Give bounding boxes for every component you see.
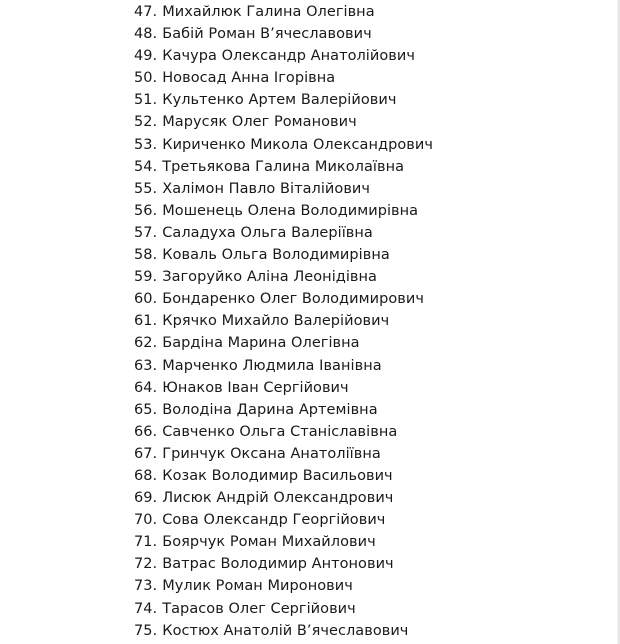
list-item — [134, 487, 433, 509]
item-name: Боярчук Роман Михайлович — [162, 534, 376, 551]
item-number: 50. — [134, 70, 158, 87]
item-number: 72. — [134, 556, 158, 573]
item-number: 59. — [134, 269, 158, 286]
list-item — [134, 244, 433, 266]
list-item — [134, 620, 433, 642]
item-number: 70. — [134, 512, 158, 529]
item-name: Культенко Артем Валерійович — [162, 92, 397, 109]
item-number: 71. — [134, 534, 158, 551]
list-item — [134, 178, 433, 200]
list-item — [134, 421, 433, 443]
item-number: 53. — [134, 136, 158, 153]
item-number: 61. — [134, 313, 158, 330]
list-item — [134, 509, 433, 531]
item-number: 58. — [134, 247, 158, 264]
item-name: Халімон Павло Віталійович — [162, 180, 371, 197]
item-number: 52. — [134, 114, 158, 131]
item-name: Бардіна Марина Олегівна — [162, 335, 360, 352]
item-number: 60. — [134, 291, 158, 308]
list-item — [134, 465, 433, 487]
item-number: 49. — [134, 48, 158, 65]
item-number: 57. — [134, 224, 158, 241]
item-number: 68. — [134, 467, 158, 484]
item-name: Володіна Дарина Артемівна — [162, 401, 378, 418]
list-item — [134, 598, 433, 620]
item-name: Марусяк Олег Романович — [162, 114, 357, 131]
list-item — [134, 288, 433, 310]
item-name: Мошенець Олена Володимирівна — [162, 202, 419, 219]
item-name: Саладуха Ольга Валеріївна — [162, 224, 373, 241]
item-number: 73. — [134, 578, 158, 595]
item-number: 55. — [134, 180, 158, 197]
item-number: 51. — [134, 92, 158, 109]
item-number: 65. — [134, 401, 158, 418]
names-list — [134, 1, 433, 642]
list-item — [134, 355, 433, 377]
item-name: Коваль Ольга Володимирівна — [162, 247, 390, 264]
item-number: 64. — [134, 379, 158, 396]
item-name: Марченко Людмила Іванівна — [162, 357, 382, 374]
item-number: 67. — [134, 445, 158, 462]
item-number: 75. — [134, 622, 158, 639]
item-name: Загоруйко Аліна Леонідівна — [162, 269, 377, 286]
list-item — [134, 156, 433, 178]
item-number: 48. — [134, 26, 158, 43]
list-item — [134, 89, 433, 111]
item-name: Бондаренко Олег Володимирович — [162, 291, 424, 308]
item-name: Кириченко Микола Олександрович — [162, 136, 433, 153]
item-name: Мулик Роман Миронович — [162, 578, 353, 595]
list-item — [134, 45, 433, 67]
list-item — [134, 222, 433, 244]
list-item — [134, 553, 433, 575]
list-item — [134, 134, 433, 156]
item-number: 66. — [134, 423, 158, 440]
item-number: 69. — [134, 490, 158, 507]
list-item — [134, 266, 433, 288]
item-name: Тарасов Олег Сергійович — [162, 600, 356, 617]
item-name: Савченко Ольга Станіславівна — [162, 423, 398, 440]
list-item — [134, 200, 433, 222]
item-name: Третьякова Галина Миколаївна — [162, 158, 405, 175]
list-item — [134, 111, 433, 133]
list-item — [134, 23, 433, 45]
item-name: Ватрас Володимир Антонович — [162, 556, 394, 573]
item-number: 54. — [134, 158, 158, 175]
item-name: Лисюк Андрій Олександрович — [162, 490, 394, 507]
item-name: Гринчук Оксана Анатоліївна — [162, 445, 381, 462]
list-item — [134, 377, 433, 399]
list-item — [134, 575, 433, 597]
item-name: Михайлюк Галина Олегівна — [162, 4, 375, 20]
list-item — [134, 1, 433, 23]
item-name: Бабій Роман В’ячеславович — [162, 26, 372, 43]
item-number: 62. — [134, 335, 158, 352]
item-name: Костюх Анатолій В’ячеславович — [162, 622, 409, 639]
list-item — [134, 332, 433, 354]
item-name: Крячко Михайло Валерійович — [162, 313, 390, 330]
item-number: 47. — [134, 4, 158, 20]
list-item — [134, 531, 433, 553]
list-item — [134, 310, 433, 332]
item-name: Новосад Анна Ігорівна — [162, 70, 336, 87]
item-number: 63. — [134, 357, 158, 374]
item-number: 74. — [134, 600, 158, 617]
item-name: Качура Олександр Анатолійович — [162, 48, 415, 65]
list-item — [134, 443, 433, 465]
item-name: Сова Олександр Георгійович — [162, 512, 386, 529]
item-name: Козак Володимир Васильович — [162, 467, 393, 484]
list-item — [134, 399, 433, 421]
item-number: 56. — [134, 202, 158, 219]
item-name: Юнаков Іван Сергійович — [162, 379, 349, 396]
list-item — [134, 67, 433, 89]
